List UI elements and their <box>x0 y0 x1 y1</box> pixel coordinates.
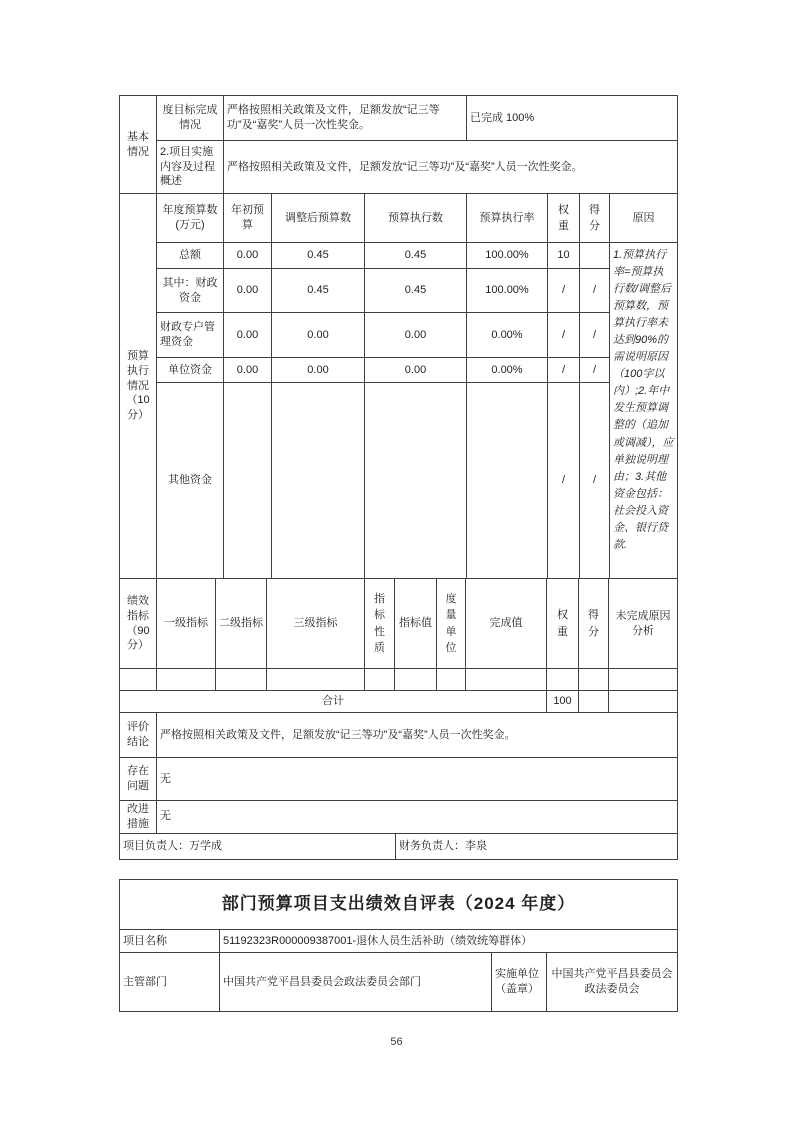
empty-cell <box>579 669 609 691</box>
perf-header-score <box>579 579 609 669</box>
table-row <box>120 383 678 579</box>
table2-title: 部门预算项目支出绩效自评表（2024 年度） <box>120 880 678 930</box>
perf-header-finish: 完成值 <box>466 579 547 669</box>
budget-row-label: 财政专户管理资金 <box>157 313 224 358</box>
budget-cell-adjusted: 0.00 <box>272 358 365 383</box>
empty-cell <box>365 669 395 691</box>
table-row <box>120 141 678 194</box>
conclusion-label: 评价结论 <box>120 713 157 758</box>
budget-execution-section <box>119 193 678 579</box>
goal-completion-status: 已完成 100% <box>467 96 678 141</box>
total-row <box>120 691 678 713</box>
project-manager: 项目负责人：万学成 <box>120 833 396 859</box>
dept-value: 中国共产党平昌县委员会政法委员会部门 <box>220 953 492 1012</box>
budget-cell-weight: / <box>548 383 580 579</box>
self-evaluation-table-2024 <box>119 879 677 1012</box>
budget-row-label: 总额 <box>157 243 224 269</box>
table-row <box>120 269 678 313</box>
impl-unit-label: 实施单位（盖章） <box>492 953 547 1012</box>
budget-cell-initial <box>224 383 272 579</box>
basic-info-group-label: 基本情况 <box>120 96 157 194</box>
empty-cell <box>609 691 678 713</box>
table2-block <box>119 879 678 1012</box>
empty-cell <box>216 669 267 691</box>
performance-group-label: 绩效指标（90分） <box>120 579 157 669</box>
table-row <box>120 758 678 801</box>
conclusion-section <box>119 712 678 860</box>
problems-label: 存在问题 <box>120 758 157 801</box>
table-row <box>120 358 678 383</box>
measure-unit-label: 度量单位 <box>445 592 457 654</box>
table-row <box>120 243 678 269</box>
perf-header-level3: 三级指标 <box>267 579 365 669</box>
budget-cell-adjusted: 0.45 <box>272 269 365 313</box>
table-row <box>120 313 678 358</box>
budget-cell-executed: 0.45 <box>365 269 467 313</box>
performance-header-row <box>120 579 678 669</box>
empty-cell <box>437 669 466 691</box>
perf-header-analysis: 未完成原因分析 <box>609 579 678 669</box>
weight-label: 权重 <box>558 203 569 232</box>
problems-text: 无 <box>157 758 678 801</box>
perf-header-value: 指标值 <box>395 579 437 669</box>
budget-header-executed: 预算执行数 <box>365 194 467 243</box>
budget-cell-weight: / <box>548 269 580 313</box>
finance-manager: 财务负责人：李泉 <box>396 833 678 859</box>
budget-cell-executed <box>365 383 467 579</box>
budget-cell-adjusted: 0.00 <box>272 313 365 358</box>
goal-completion-content: 严格按照相关政策及文件，足额发放“记三等功”及“嘉奖”人员一次性奖金。 <box>224 96 467 141</box>
perf-header-level2: 二级指标 <box>216 579 267 669</box>
budget-header-initial: 年初预算 <box>224 194 272 243</box>
dept-label: 主管部门 <box>120 953 220 1012</box>
empty-cell <box>466 669 547 691</box>
budget-header-rate: 预算执行率 <box>467 194 548 243</box>
empty-cell <box>609 669 678 691</box>
table-row <box>120 713 678 758</box>
goal-completion-label: 度目标完成情况 <box>157 96 224 141</box>
empty-cell <box>547 669 579 691</box>
table-row <box>120 96 678 141</box>
budget-row-label: 其他资金 <box>157 383 224 579</box>
budget-cell-rate: 100.00% <box>467 269 548 313</box>
score-label: 得分 <box>588 609 599 638</box>
budget-cell-initial: 0.00 <box>224 358 272 383</box>
budget-cell-rate: 0.00% <box>467 313 548 358</box>
budget-cell-initial: 0.00 <box>224 243 272 269</box>
budget-cell-weight: 10 <box>548 243 580 269</box>
budget-cell-adjusted <box>272 383 365 579</box>
empty-cell <box>267 669 365 691</box>
perf-header-level1: 一级指标 <box>157 579 216 669</box>
empty-cell <box>579 691 609 713</box>
table-title-row <box>120 880 678 930</box>
budget-cell-initial: 0.00 <box>224 269 272 313</box>
budget-cell-score: / <box>580 313 610 358</box>
budget-cell-executed: 0.45 <box>365 243 467 269</box>
implementation-content: 严格按照相关政策及文件，足额发放“记三等功”及“嘉奖”人员一次性奖金。 <box>224 141 678 194</box>
implementation-label: 2.项目实施内容及过程概述 <box>157 141 224 194</box>
budget-cell-adjusted: 0.45 <box>272 243 365 269</box>
budget-cell-score: / <box>580 269 610 313</box>
total-label: 合计 <box>120 691 547 713</box>
budget-row-label: 其中：财政资金 <box>157 269 224 313</box>
score-label: 得分 <box>589 203 600 232</box>
perf-header-weight <box>547 579 579 669</box>
budget-cell-score <box>580 243 610 269</box>
project-name-value: 51192323R000009387001-退休人员生活补助（绩效统筹群体） <box>220 930 678 953</box>
budget-cell-weight: / <box>548 358 580 383</box>
budget-cell-score: / <box>580 358 610 383</box>
budget-cell-rate <box>467 383 548 579</box>
project-name-label: 项目名称 <box>120 930 220 953</box>
self-evaluation-table <box>119 95 677 860</box>
budget-header-adjusted: 调整后预算数 <box>272 194 365 243</box>
performance-empty-row <box>120 669 678 691</box>
performance-indicator-section <box>119 578 678 713</box>
budget-cell-weight: / <box>548 313 580 358</box>
page-number: 56 <box>390 1036 403 1048</box>
budget-group-label: 预算执行情况（10分） <box>120 194 157 579</box>
budget-header-annual: 年度预算数(万元) <box>157 194 224 243</box>
perf-header-unit <box>437 579 466 669</box>
total-weight: 100 <box>547 691 579 713</box>
budget-row-label: 单位资金 <box>157 358 224 383</box>
weight-label: 权重 <box>557 609 568 638</box>
budget-header-row <box>120 194 678 243</box>
budget-header-score <box>580 194 610 243</box>
table-row <box>120 930 678 953</box>
empty-cell <box>395 669 437 691</box>
indicator-nature-label: 指标性质 <box>374 592 385 654</box>
conclusion-text: 严格按照相关政策及文件，足额发放“记三等功”及“嘉奖”人员一次性奖金。 <box>157 713 678 758</box>
budget-reason-note: 1.预算执行率=预算执行数/调整后预算数，预算执行率未达到90%的需说明原因（100字以内）;2.年中发生预算调整的（追加或调减），应单独说明理由；3.其他资金包括：社会投入资金、银行贷款. <box>610 243 678 579</box>
impl-unit-value: 中国共产党平昌县委员会政法委员会 <box>547 953 678 1012</box>
empty-cell <box>120 669 157 691</box>
budget-cell-rate: 0.00% <box>467 358 548 383</box>
managers-row <box>120 833 678 859</box>
budget-cell-executed: 0.00 <box>365 313 467 358</box>
budget-cell-initial: 0.00 <box>224 313 272 358</box>
improvement-text: 无 <box>157 801 678 834</box>
budget-cell-rate: 100.00% <box>467 243 548 269</box>
improvement-label: 改进措施 <box>120 801 157 834</box>
budget-cell-executed: 0.00 <box>365 358 467 383</box>
basic-info-section <box>119 95 678 194</box>
budget-header-weight <box>548 194 580 243</box>
empty-cell <box>157 669 216 691</box>
budget-header-reason: 原因 <box>610 194 678 243</box>
table-row <box>120 801 678 834</box>
perf-header-nature <box>365 579 395 669</box>
budget-cell-score: / <box>580 383 610 579</box>
table-row <box>120 953 678 1012</box>
